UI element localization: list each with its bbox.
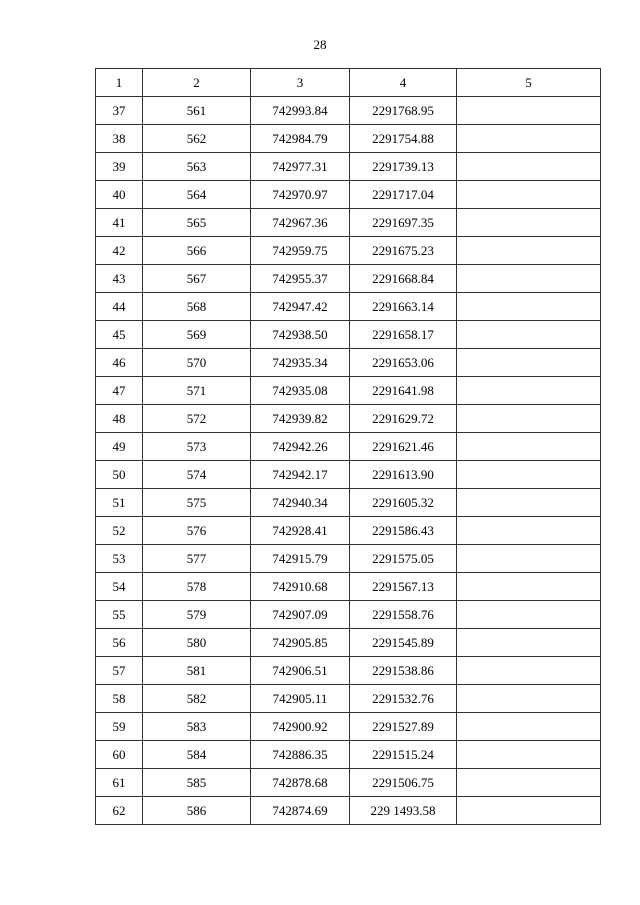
table-cell-col-3: 742993.84 (251, 97, 350, 125)
table-cell-col-3: 742970.97 (251, 181, 350, 209)
table-cell-col-4: 2291545.89 (350, 629, 457, 657)
table-cell-col-3: 742959.75 (251, 237, 350, 265)
table-header-row (96, 69, 601, 97)
table-cell-col-4: 2291558.76 (350, 601, 457, 629)
table-cell-col-2: 581 (143, 657, 251, 685)
table-cell-col-1: 55 (96, 601, 143, 629)
table-cell-col-5 (457, 685, 601, 713)
table-row (96, 265, 601, 293)
table-cell-col-2: 573 (143, 433, 251, 461)
table-cell-col-2: 566 (143, 237, 251, 265)
table-cell-col-1: 62 (96, 797, 143, 825)
table-cell-col-2: 578 (143, 573, 251, 601)
table-row (96, 125, 601, 153)
table-cell-col-2: 572 (143, 405, 251, 433)
table-row (96, 293, 601, 321)
table-cell-col-2: 570 (143, 349, 251, 377)
table-row (96, 489, 601, 517)
table-cell-col-4: 2291621.46 (350, 433, 457, 461)
table-cell-col-1: 40 (96, 181, 143, 209)
table-cell-col-4: 2291567.13 (350, 573, 457, 601)
table-row (96, 713, 601, 741)
table-cell-col-4: 2291754.88 (350, 125, 457, 153)
table-cell-col-2: 561 (143, 97, 251, 125)
table-cell-col-4: 229 1493.58 (350, 797, 457, 825)
table-cell-col-1: 42 (96, 237, 143, 265)
table-cell-col-4: 2291668.84 (350, 265, 457, 293)
table-cell-col-4: 2291538.86 (350, 657, 457, 685)
table-cell-col-1: 39 (96, 153, 143, 181)
table-cell-col-1: 46 (96, 349, 143, 377)
table-cell-col-2: 567 (143, 265, 251, 293)
table-cell-col-3: 742967.36 (251, 209, 350, 237)
table-cell-col-2: 577 (143, 545, 251, 573)
table-cell-col-4: 2291653.06 (350, 349, 457, 377)
table-cell-col-3: 742915.79 (251, 545, 350, 573)
table-cell-col-1: 45 (96, 321, 143, 349)
table-cell-col-2: 564 (143, 181, 251, 209)
table-cell-col-1: 61 (96, 769, 143, 797)
table-cell-col-1: 41 (96, 209, 143, 237)
table-cell-col-5 (457, 601, 601, 629)
table-cell-col-5 (457, 573, 601, 601)
table-row (96, 741, 601, 769)
table-cell-col-4: 2291532.76 (350, 685, 457, 713)
table-cell-col-2: 565 (143, 209, 251, 237)
table-cell-col-1: 60 (96, 741, 143, 769)
table-row (96, 433, 601, 461)
table-cell-col-2: 569 (143, 321, 251, 349)
table-cell-col-3: 742938.50 (251, 321, 350, 349)
table-row (96, 461, 601, 489)
table-cell-col-4: 2291586.43 (350, 517, 457, 545)
table-cell-col-3: 742907.09 (251, 601, 350, 629)
table-cell-col-5 (457, 713, 601, 741)
table-cell-col-4: 2291768.95 (350, 97, 457, 125)
table-cell-col-2: 584 (143, 741, 251, 769)
table-cell-col-4: 2291739.13 (350, 153, 457, 181)
table-cell-col-5 (457, 629, 601, 657)
table-cell-col-3: 742947.42 (251, 293, 350, 321)
table-cell-col-3: 742940.34 (251, 489, 350, 517)
table-cell-col-4: 2291613.90 (350, 461, 457, 489)
table-row (96, 377, 601, 405)
table-cell-col-3: 742905.11 (251, 685, 350, 713)
table-cell-col-3: 742984.79 (251, 125, 350, 153)
table-row (96, 685, 601, 713)
table-cell-col-2: 580 (143, 629, 251, 657)
table-row (96, 405, 601, 433)
table-cell-col-5 (457, 237, 601, 265)
table-cell-col-3: 742878.68 (251, 769, 350, 797)
table-cell-col-3: 742955.37 (251, 265, 350, 293)
table-cell-col-1: 57 (96, 657, 143, 685)
table-cell-col-3: 742874.69 (251, 797, 350, 825)
table-cell-col-1: 53 (96, 545, 143, 573)
table-cell-col-2: 586 (143, 797, 251, 825)
table-cell-col-5 (457, 657, 601, 685)
table-row (96, 797, 601, 825)
table-row (96, 629, 601, 657)
table-cell-col-5 (457, 769, 601, 797)
table-cell-col-5 (457, 405, 601, 433)
table-cell-col-1: 56 (96, 629, 143, 657)
table-cell-col-3: 742939.82 (251, 405, 350, 433)
table-cell-col-3: 742942.17 (251, 461, 350, 489)
header-cell-4: 4 (350, 69, 457, 97)
table-cell-col-5 (457, 741, 601, 769)
table-row (96, 349, 601, 377)
table-row (96, 153, 601, 181)
table-cell-col-4: 2291605.32 (350, 489, 457, 517)
table-cell-col-3: 742905.85 (251, 629, 350, 657)
table-row (96, 237, 601, 265)
table-cell-col-1: 44 (96, 293, 143, 321)
coordinates-table (95, 68, 601, 825)
table-cell-col-4: 2291515.24 (350, 741, 457, 769)
table-cell-col-4: 2291629.72 (350, 405, 457, 433)
table-row (96, 321, 601, 349)
table-row (96, 601, 601, 629)
table-cell-col-3: 742910.68 (251, 573, 350, 601)
table-cell-col-1: 43 (96, 265, 143, 293)
table-body (96, 97, 601, 825)
table-cell-col-5 (457, 209, 601, 237)
table-cell-col-5 (457, 517, 601, 545)
table-cell-col-3: 742935.08 (251, 377, 350, 405)
table-cell-col-4: 2291527.89 (350, 713, 457, 741)
table-cell-col-4: 2291697.35 (350, 209, 457, 237)
table-row (96, 769, 601, 797)
table-cell-col-2: 571 (143, 377, 251, 405)
table-cell-col-2: 563 (143, 153, 251, 181)
table-cell-col-4: 2291575.05 (350, 545, 457, 573)
table-cell-col-5 (457, 433, 601, 461)
header-cell-3: 3 (251, 69, 350, 97)
table-cell-col-4: 2291506.75 (350, 769, 457, 797)
table-cell-col-1: 48 (96, 405, 143, 433)
table-cell-col-3: 742935.34 (251, 349, 350, 377)
table-cell-col-3: 742928.41 (251, 517, 350, 545)
table-cell-col-2: 579 (143, 601, 251, 629)
table-cell-col-1: 50 (96, 461, 143, 489)
table-cell-col-3: 742900.92 (251, 713, 350, 741)
table-row (96, 209, 601, 237)
table-cell-col-5 (457, 797, 601, 825)
table-cell-col-3: 742906.51 (251, 657, 350, 685)
table-cell-col-4: 2291641.98 (350, 377, 457, 405)
table-cell-col-4: 2291658.17 (350, 321, 457, 349)
table-cell-col-1: 54 (96, 573, 143, 601)
table-cell-col-4: 2291717.04 (350, 181, 457, 209)
table-cell-col-5 (457, 349, 601, 377)
table-cell-col-1: 58 (96, 685, 143, 713)
table-cell-col-3: 742942.26 (251, 433, 350, 461)
table-cell-col-2: 576 (143, 517, 251, 545)
table-row (96, 517, 601, 545)
table-cell-col-5 (457, 125, 601, 153)
table-cell-col-2: 568 (143, 293, 251, 321)
table-cell-col-3: 742886.35 (251, 741, 350, 769)
table-row (96, 545, 601, 573)
table-cell-col-2: 562 (143, 125, 251, 153)
table-cell-col-5 (457, 153, 601, 181)
table-cell-col-2: 585 (143, 769, 251, 797)
table-row (96, 181, 601, 209)
table-cell-col-2: 574 (143, 461, 251, 489)
table-cell-col-5 (457, 461, 601, 489)
table-cell-col-2: 583 (143, 713, 251, 741)
table-cell-col-5 (457, 97, 601, 125)
table-cell-col-5 (457, 545, 601, 573)
table-cell-col-2: 575 (143, 489, 251, 517)
page-number: 28 (313, 37, 327, 52)
table-cell-col-4: 2291663.14 (350, 293, 457, 321)
table-row (96, 657, 601, 685)
table-cell-col-5 (457, 489, 601, 517)
table-cell-col-1: 38 (96, 125, 143, 153)
table-cell-col-1: 49 (96, 433, 143, 461)
table-row (96, 573, 601, 601)
table-cell-col-5 (457, 181, 601, 209)
table-cell-col-1: 59 (96, 713, 143, 741)
header-cell-2: 2 (143, 69, 251, 97)
table-cell-col-5 (457, 377, 601, 405)
table-cell-col-1: 47 (96, 377, 143, 405)
table-cell-col-4: 2291675.23 (350, 237, 457, 265)
table-cell-col-5 (457, 293, 601, 321)
table-cell-col-1: 37 (96, 97, 143, 125)
table-cell-col-1: 51 (96, 489, 143, 517)
table-row (96, 97, 601, 125)
header-cell-5: 5 (457, 69, 601, 97)
header-cell-1: 1 (96, 69, 143, 97)
table-cell-col-3: 742977.31 (251, 153, 350, 181)
table-cell-col-5 (457, 265, 601, 293)
table-cell-col-5 (457, 321, 601, 349)
table-cell-col-1: 52 (96, 517, 143, 545)
table-cell-col-2: 582 (143, 685, 251, 713)
